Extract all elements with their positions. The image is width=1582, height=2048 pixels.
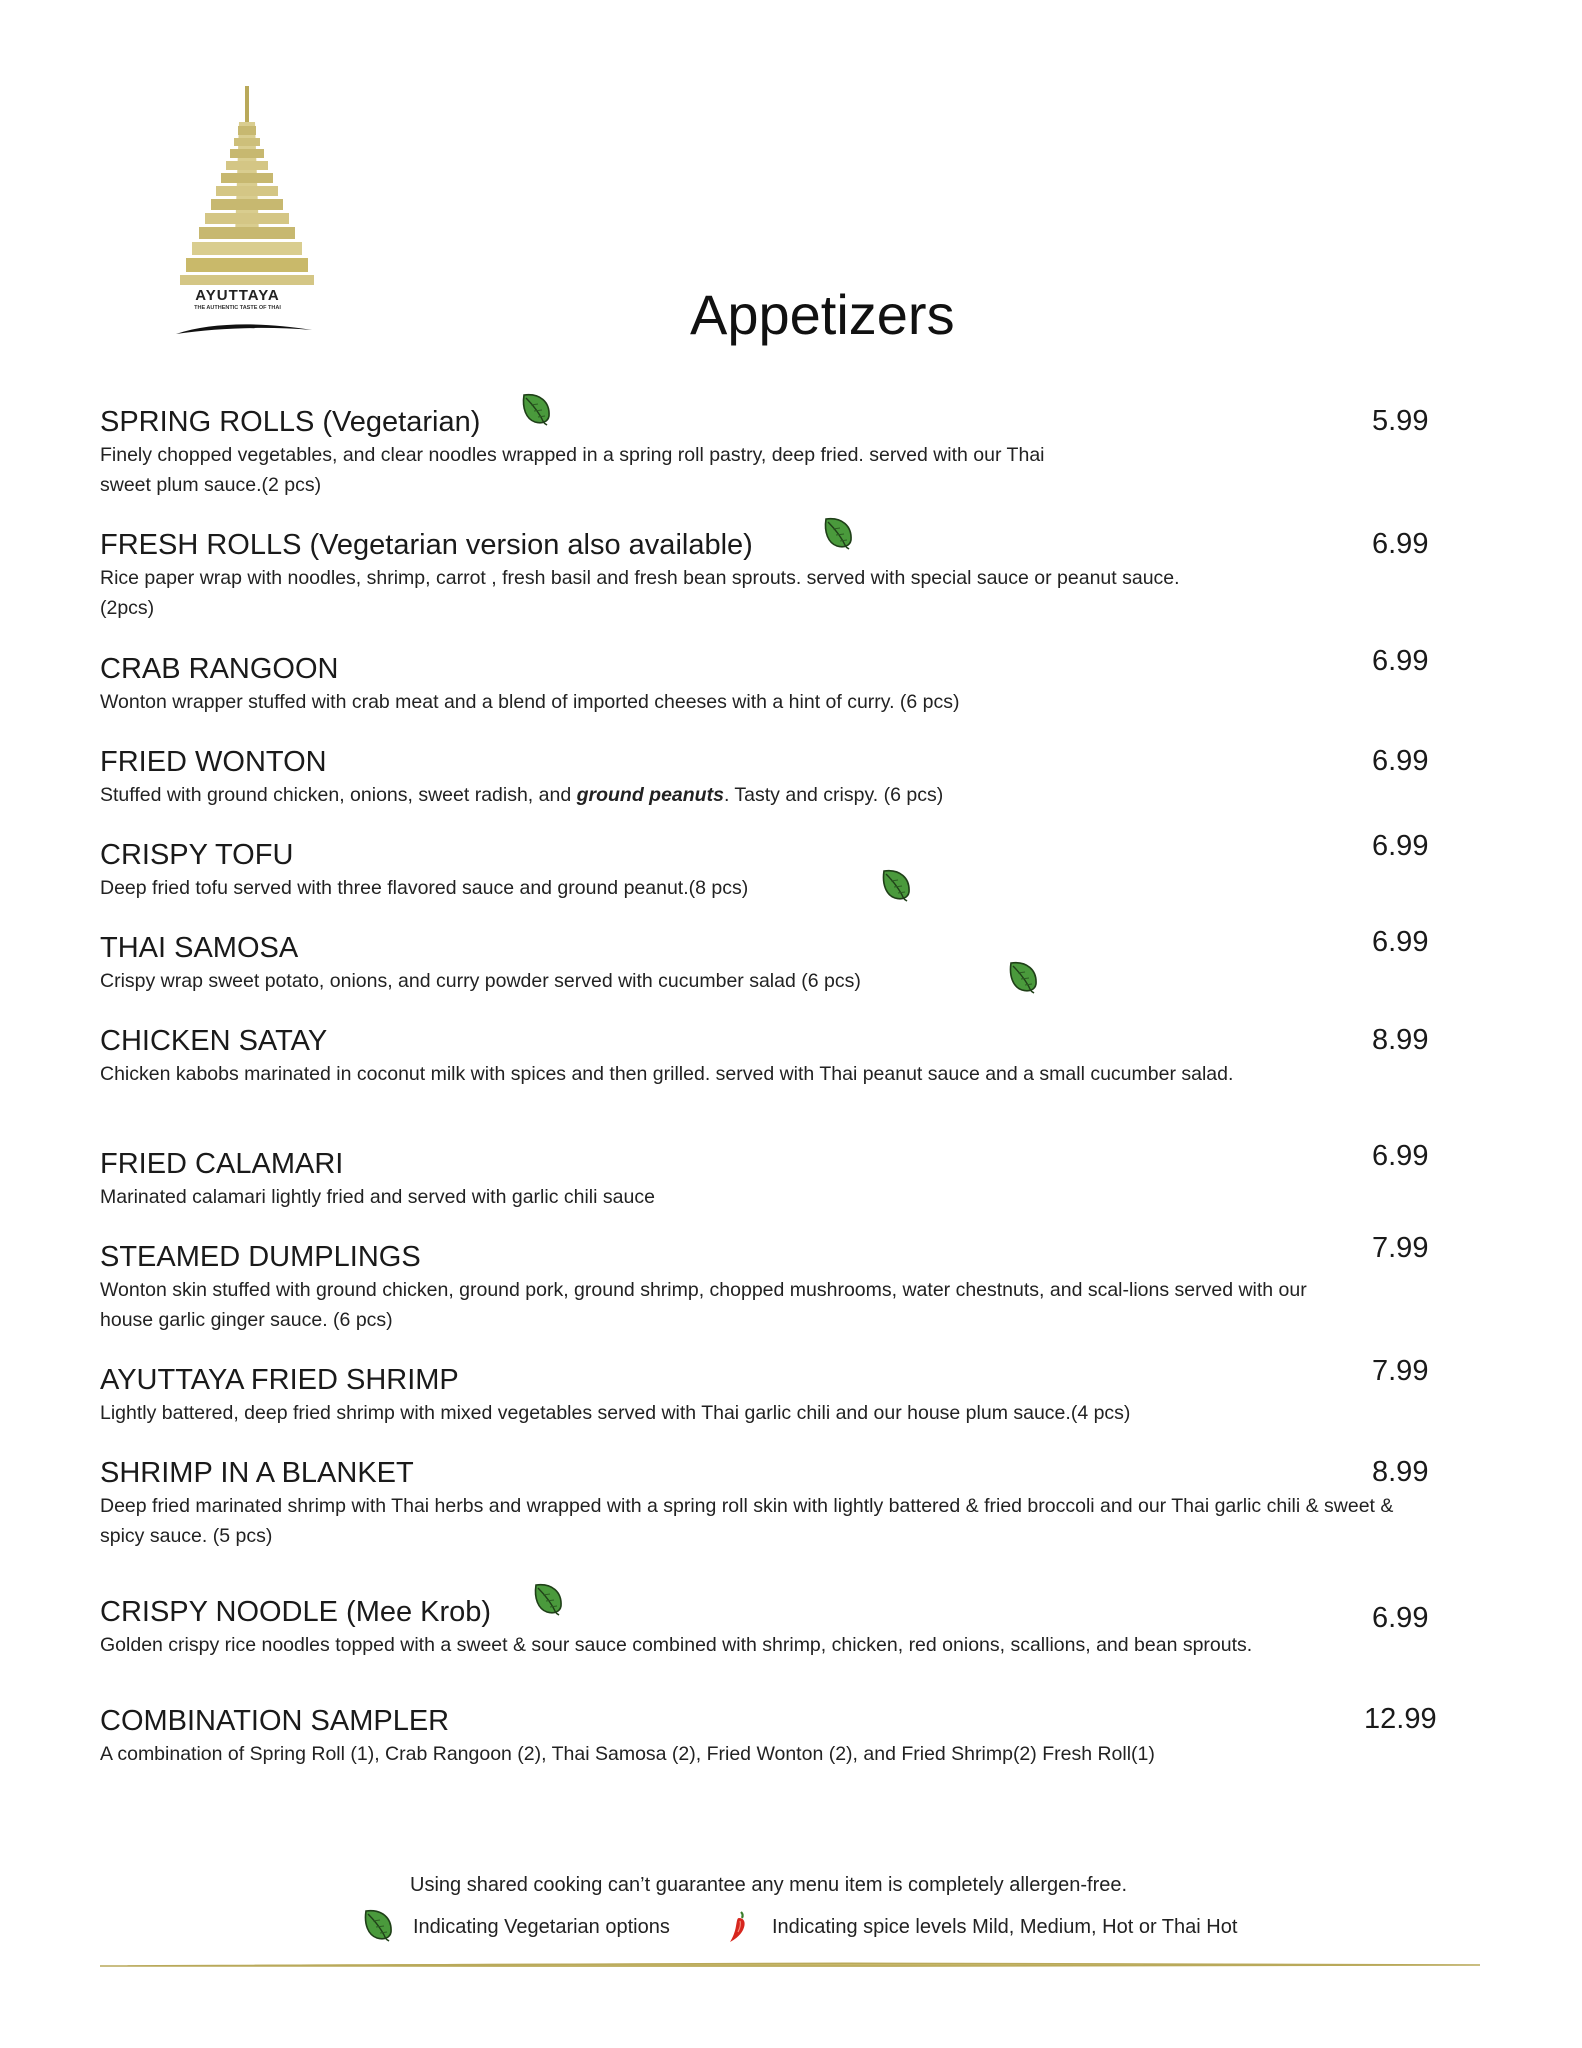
item-price: 8.99 [1372, 1456, 1429, 1488]
chili-pepper-icon [728, 1910, 750, 1944]
brand-name: AYUTTAYA [195, 287, 280, 304]
item-description: Lightly battered, deep fried shrimp with mixed vegetables served with Thai garlic chili and our house plum sauce.(4 pcs) [100, 1402, 1131, 1424]
menu-item [100, 651, 1440, 717]
item-description: Chicken kabobs marinated in coconut milk with spices and then grilled. served with Thai peanut sauce and a small cucumber salad. [100, 1063, 1234, 1085]
menu-item [100, 1023, 1440, 1089]
leaf-icon [822, 516, 854, 550]
leaf-icon [880, 868, 912, 902]
menu-item [100, 404, 1440, 500]
item-name: SPRING ROLLS (Vegetarian) [100, 406, 481, 438]
item-price: 6.99 [1372, 645, 1429, 677]
item-price: 6.99 [1372, 1602, 1429, 1634]
item-name: CRAB RANGOON [100, 653, 339, 685]
item-price: 5.99 [1372, 405, 1429, 437]
item-name: FRESH ROLLS (Vegetarian version also available) [100, 529, 753, 561]
item-price: 6.99 [1372, 830, 1429, 862]
item-name: SHRIMP IN A BLANKET [100, 1457, 414, 1489]
item-description: Golden crispy rice noodles topped with a sweet & sour sauce combined with shrimp, chicken, red onions, scallions, and bean sprouts. [100, 1634, 1253, 1656]
menu-item [100, 1455, 1440, 1551]
item-description: Wonton wrapper stuffed with crab meat and a blend of imported cheeses with a hint of curry. (6 pcs) [100, 691, 960, 713]
item-price: 6.99 [1372, 528, 1429, 560]
item-description [100, 780, 1330, 810]
menu-item [100, 1703, 1440, 1769]
item-price: 8.99 [1372, 1024, 1429, 1056]
menu-item [100, 1594, 1440, 1660]
menu-item [100, 1146, 1440, 1212]
item-name: THAI SAMOSA [100, 932, 299, 964]
footer-divider [100, 1960, 1480, 1970]
spice-legend: Indicating spice levels Mild, Medium, Hot or Thai Hot [772, 1916, 1238, 1938]
vegetarian-legend: Indicating Vegetarian options [413, 1916, 670, 1938]
allergen-notice: Using shared cooking can’t guarantee any menu item is completely allergen-free. [410, 1874, 1128, 1896]
menu-item [100, 1362, 1440, 1428]
item-price: 6.99 [1372, 1140, 1429, 1172]
item-description: A combination of Spring Roll (1), Crab Rangoon (2), Thai Samosa (2), Fried Wonton (2), and Fried Shrimp(2) Fresh Roll(1) [100, 1743, 1155, 1765]
item-description: Marinated calamari lightly fried and served with garlic chili sauce [100, 1186, 655, 1208]
item-price: 6.99 [1372, 926, 1429, 958]
item-name: CRISPY NOODLE (Mee Krob) [100, 1596, 492, 1628]
menu-item [100, 1239, 1440, 1335]
leaf-icon [532, 1582, 564, 1616]
item-description-text: Stuffed with ground chicken, onions, sweet radish, and [100, 784, 577, 806]
item-name: FRIED CALAMARI [100, 1148, 344, 1180]
leaf-icon [1007, 960, 1039, 994]
item-price: 12.99 [1364, 1703, 1437, 1735]
item-description: Deep fried tofu served with three flavored sauce and ground peanut.(8 pcs) [100, 877, 749, 899]
item-name: CHICKEN SATAY [100, 1025, 328, 1057]
page-title: Appetizers [690, 283, 955, 346]
item-description: Finely chopped vegetables, and clear noodles wrapped in a spring roll pastry, deep fried. served with our Thai sweet plum sauce.(2 pcs) [100, 444, 1045, 496]
item-description: Wonton skin stuffed with ground chicken, ground pork, ground shrimp, chopped mushrooms, water chestnuts, and scal-lions served with our house garlic ginger sauce. (6 pcs) [100, 1279, 1307, 1331]
menu-item [100, 837, 1440, 903]
item-description-text: . Tasty and crispy. (6 pcs) [723, 784, 944, 806]
item-name: STEAMED DUMPLINGS [100, 1241, 421, 1273]
item-name: CRISPY TOFU [100, 839, 294, 871]
item-description: Rice paper wrap with noodles, shrimp, carrot , fresh basil and fresh bean sprouts. served with special sauce or peanut sauce.(2pcs) [100, 567, 1180, 619]
item-name: COMBINATION SAMPLER [100, 1705, 450, 1737]
item-name: AYUTTAYA FRIED SHRIMP [100, 1364, 459, 1396]
menu-item [100, 930, 1440, 996]
menu-item [100, 744, 1440, 810]
leaf-icon [362, 1908, 394, 1942]
item-name: FRIED WONTON [100, 746, 327, 778]
menu-item [100, 527, 1440, 623]
item-description: Crispy wrap sweet potato, onions, and curry powder served with cucumber salad (6 pcs) [100, 970, 861, 992]
brand-tagline: THE AUTHENTIC TASTE OF THAI [194, 305, 281, 311]
item-price: 7.99 [1372, 1232, 1429, 1264]
item-price: 6.99 [1372, 745, 1429, 777]
leaf-icon [520, 392, 552, 426]
allergen-highlight: ground peanuts [576, 784, 724, 806]
item-description: Deep fried marinated shrimp with Thai herbs and wrapped with a spring roll skin with lightly battered & fried broccoli and our Thai garlic chili & sweet & spicy sauce. (5 pcs) [100, 1495, 1394, 1547]
item-price: 7.99 [1372, 1355, 1429, 1387]
